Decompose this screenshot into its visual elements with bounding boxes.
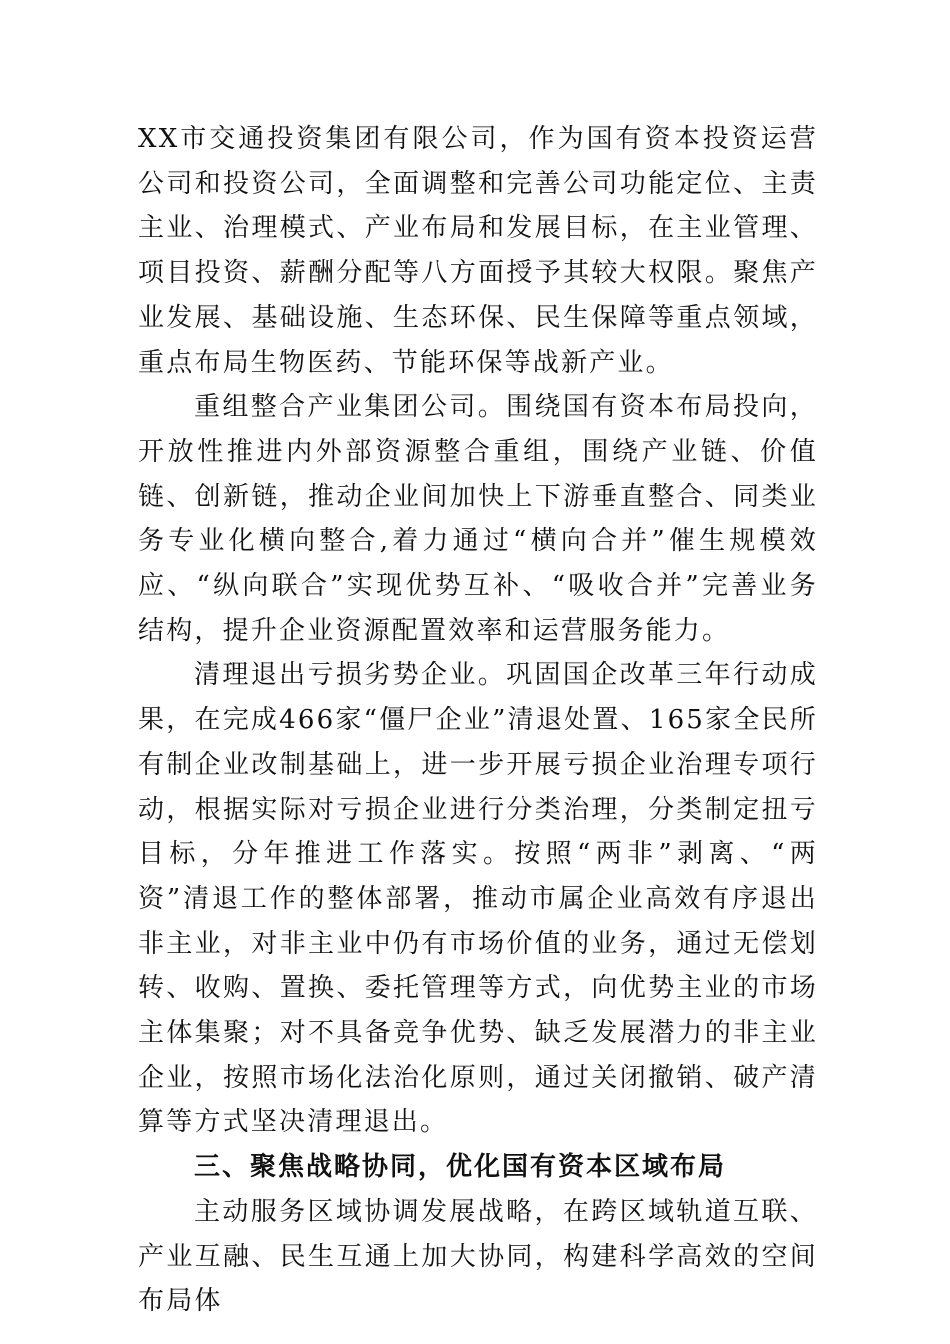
- paragraph-regional-coordination: 主动服务区域协调发展战略，在跨区域轨道互联、产业互融、民生互通上加大协同，构建科学高效的空间布局体: [138, 1196, 818, 1317]
- paragraph-transport-group: XX市交通投资集团有限公司，作为国有资本投资运营公司和投资公司，全面调整和完善公司功能定位、主责主业、治理模式、产业布局和发展目标，在主业管理、项目投资、薪酬分配等八方面授予其较大权限。聚焦产业发展、基础设施、生态环保、民生保障等重点领域，重点布局生物医药、节能环保等战新产业。: [138, 124, 818, 378]
- document-body: [138, 117, 818, 1324]
- section-heading-3: 三、聚焦战略协同，优化国有资本区域布局: [194, 1152, 727, 1183]
- paragraph-restructure: 重组整合产业集团公司。围绕国有资本布局投向，开放性推进内外部资源整合重组，围绕产业链、价值链、创新链，推动企业间加快上下游垂直整合、同类业务专业化横向整合,着力通过“横向合并”催生规模效应、“纵向联合”实现优势互补、“吸收合并”完善业务结构，提升企业资源配置效率和运营服务能力。: [138, 392, 818, 646]
- paragraph-exit-loss-enterprises: 清理退出亏损劣势企业。巩固国企改革三年行动成果，在完成466家“僵尸企业”清退处置、165家全民所有制企业改制基础上，进一步开展亏损企业治理专项行动，根据实际对亏损企业进行分类治理，分类制定扭亏目标，分年推进工作落实。按照“两非”剥离、“两资”清退工作的整体部署，推动市属企业高效有序退出非主业，对非主业中仍有市场价值的业务，通过无偿划转、收购、置换、委托管理等方式，向优势主业的市场主体集聚；对不具备竞争优势、缺乏发展潜力的非主业企业，按照市场化法治化原则，通过关闭撤销、破产清算等方式坚决清理退出。: [138, 660, 818, 1138]
